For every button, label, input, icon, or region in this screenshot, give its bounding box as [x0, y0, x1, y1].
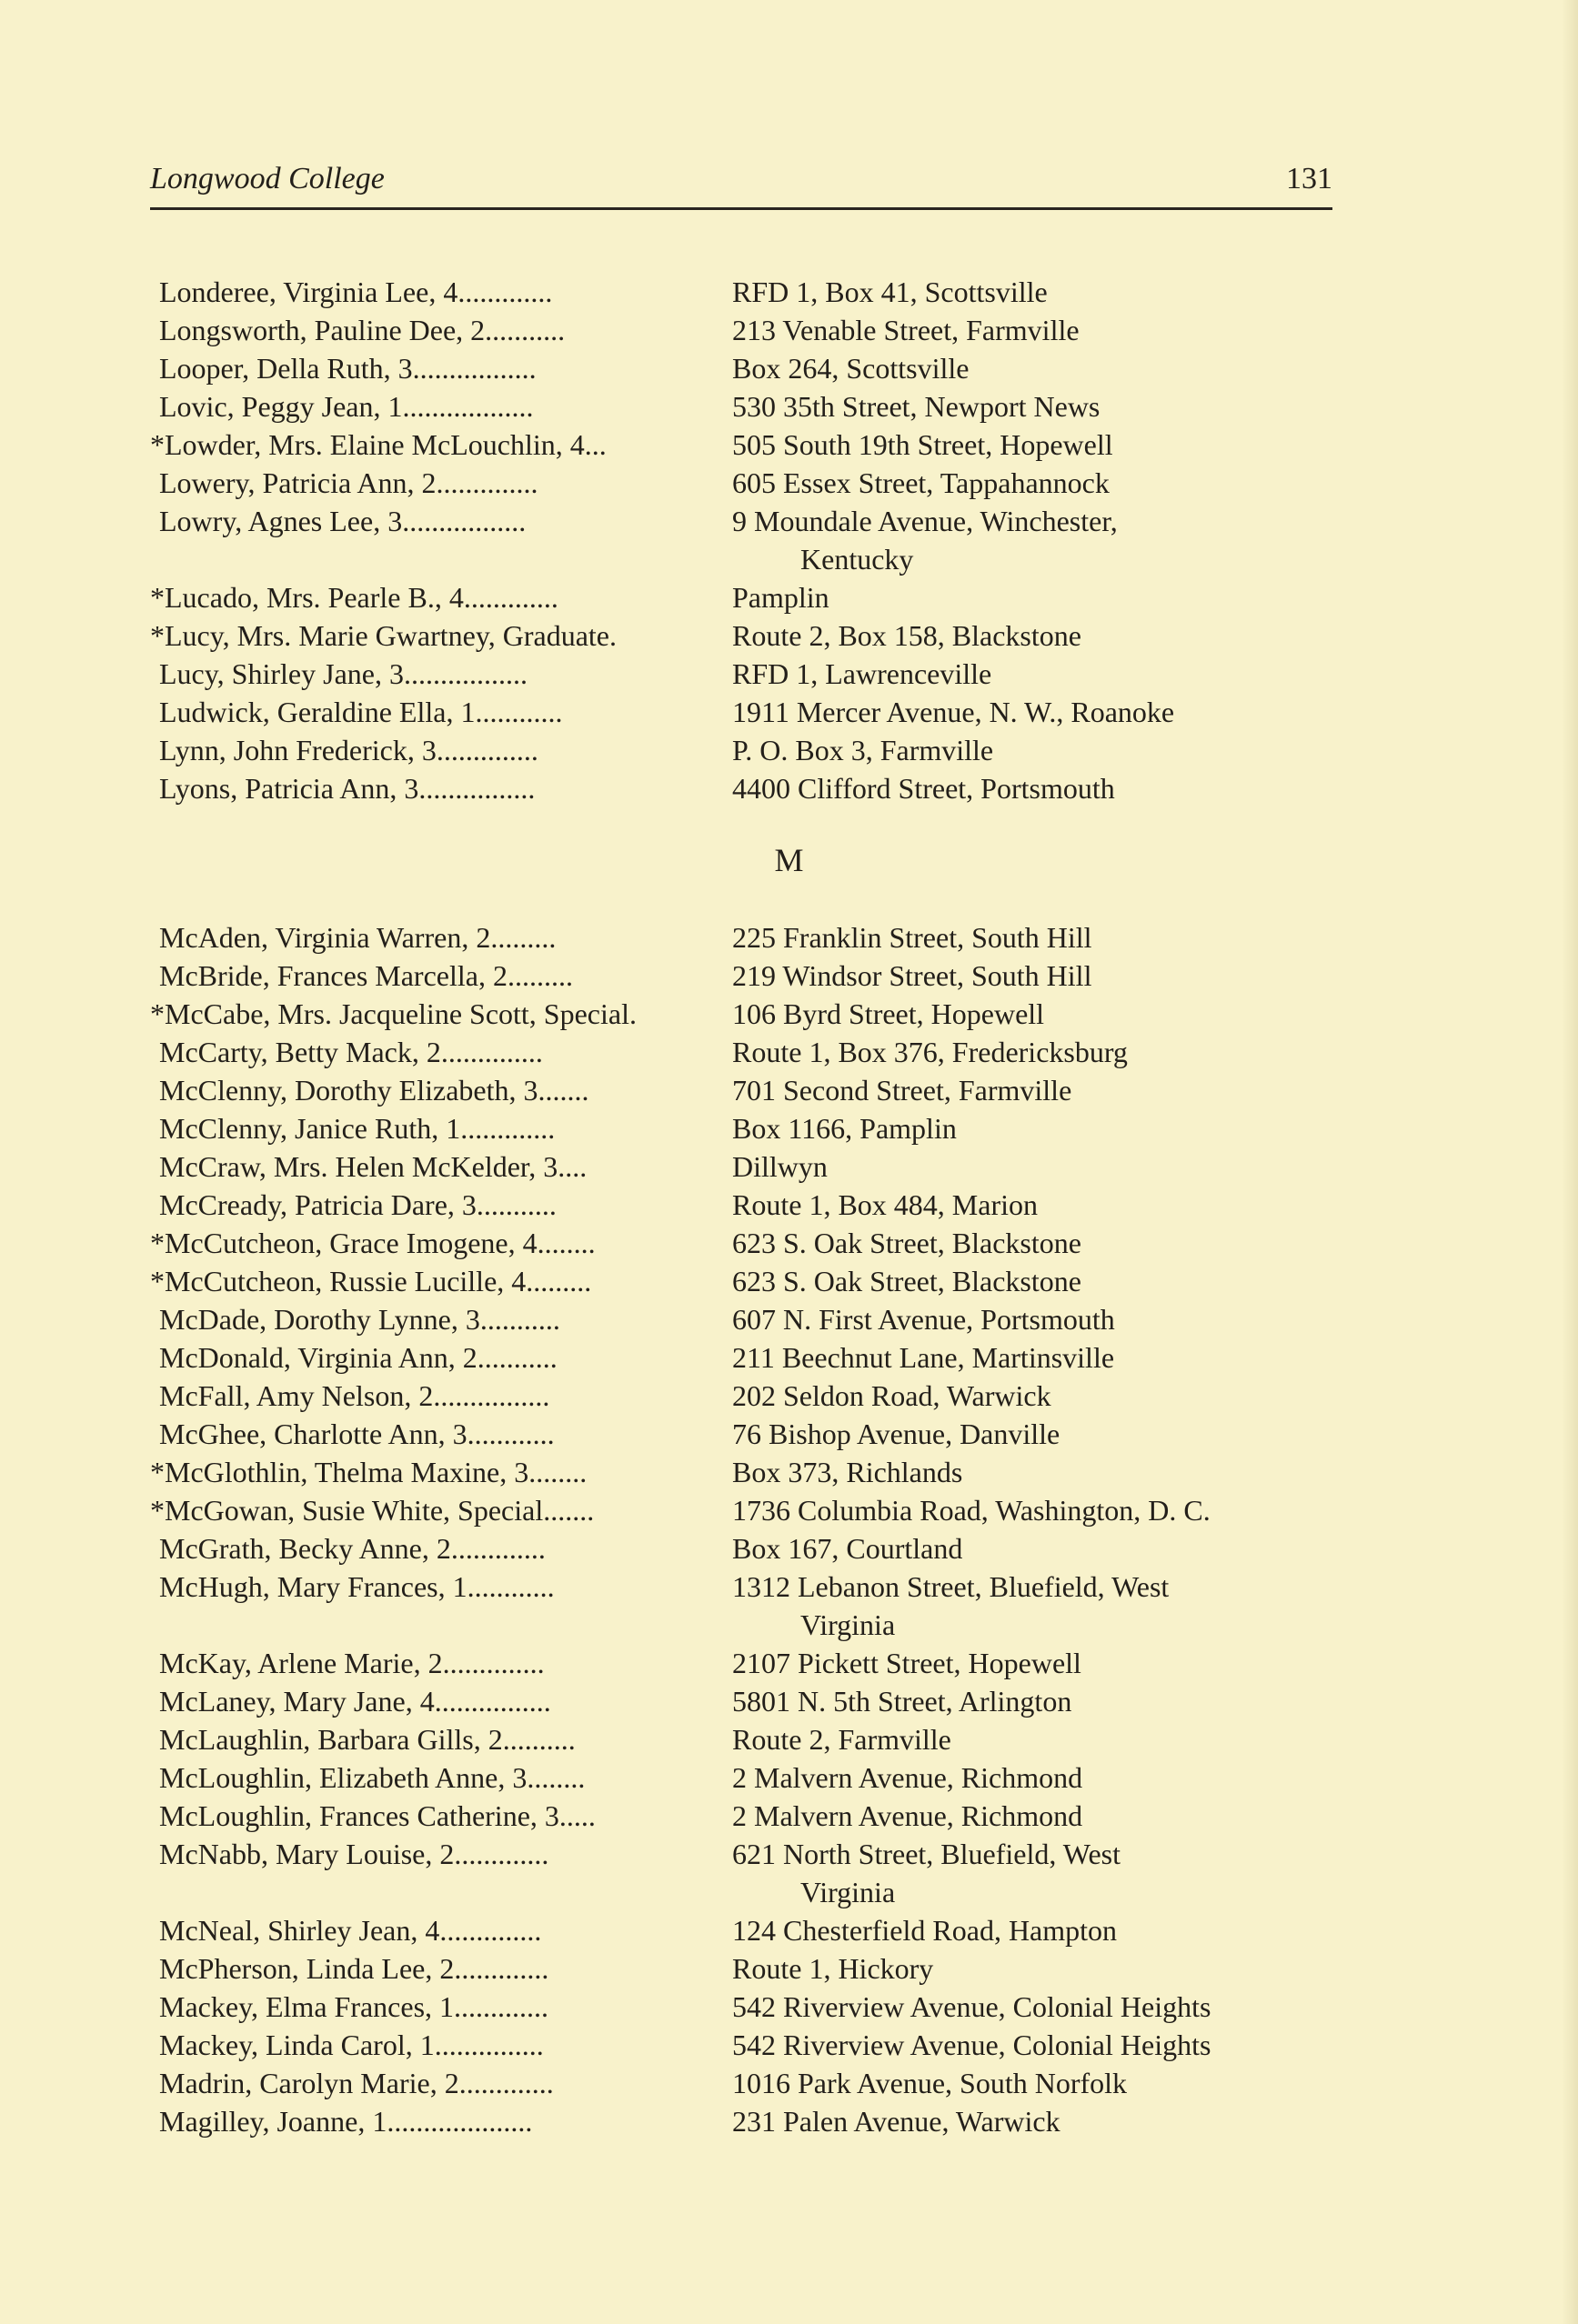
- student-name: *Lucy, Mrs. Marie Gwartney, Graduate.: [150, 619, 617, 652]
- student-name: McDade, Dorothy Lynne, 3...........: [159, 1303, 560, 1336]
- student-name: McDonald, Virginia Ann, 2...........: [159, 1341, 558, 1374]
- student-name: McClenny, Dorothy Elizabeth, 3.......: [159, 1074, 589, 1107]
- student-name: McLaney, Mary Jane, 4................: [159, 1685, 551, 1718]
- student-name: Madrin, Carolyn Marie, 2.............: [159, 2067, 554, 2099]
- student-name: McAden, Virginia Warren, 2.........: [159, 921, 557, 954]
- student-address: 5801 N. 5th Street, Arlington: [732, 1685, 1072, 1718]
- student-name: McHugh, Mary Frances, 1............: [159, 1570, 555, 1603]
- student-address: 76 Bishop Avenue, Danville: [732, 1417, 1060, 1450]
- student-name: McKay, Arlene Marie, 2..............: [159, 1647, 545, 1679]
- address-continuation: Virginia: [800, 1608, 896, 1641]
- student-name: Lucy, Shirley Jane, 3.................: [159, 657, 528, 690]
- student-name: *Lowder, Mrs. Elaine McLouchlin, 4...: [150, 428, 607, 461]
- student-address: 231 Palen Avenue, Warwick: [732, 2105, 1060, 2138]
- student-name: Mackey, Elma Frances, 1.............: [159, 1990, 549, 2023]
- student-address: 542 Riverview Avenue, Colonial Heights: [732, 1990, 1211, 2023]
- student-address: 202 Seldon Road, Warwick: [732, 1379, 1051, 1412]
- student-name: Longsworth, Pauline Dee, 2...........: [159, 314, 566, 346]
- student-address: 623 S. Oak Street, Blackstone: [732, 1227, 1081, 1259]
- student-name: Mackey, Linda Carol, 1...............: [159, 2028, 544, 2061]
- student-name: McBride, Frances Marcella, 2.........: [159, 959, 573, 992]
- student-name: McCraw, Mrs. Helen McKelder, 3....: [159, 1150, 588, 1183]
- student-name: McClenny, Janice Ruth, 1.............: [159, 1112, 556, 1145]
- student-address: 2 Malvern Avenue, Richmond: [732, 1799, 1083, 1832]
- student-name: *McCabe, Mrs. Jacqueline Scott, Special.: [150, 997, 637, 1030]
- student-name: *McCutcheon, Russie Lucille, 4.........: [150, 1265, 592, 1297]
- student-address: P. O. Box 3, Farmville: [732, 734, 994, 766]
- student-name: Looper, Della Ruth, 3.................: [159, 352, 537, 385]
- student-address: 106 Byrd Street, Hopewell: [732, 997, 1045, 1030]
- student-name: Magilley, Joanne, 1....................: [159, 2105, 533, 2138]
- page-edge: [1562, 0, 1578, 2324]
- student-address: 211 Beechnut Lane, Martinsville: [732, 1341, 1115, 1374]
- student-name: McLoughlin, Frances Catherine, 3.....: [159, 1799, 596, 1832]
- student-address: Box 264, Scottsville: [732, 352, 970, 385]
- student-name: Ludwick, Geraldine Ella, 1............: [159, 696, 563, 728]
- student-name: *McGlothlin, Thelma Maxine, 3........: [150, 1456, 588, 1488]
- student-address: 505 South 19th Street, Hopewell: [732, 428, 1113, 461]
- student-name: *McGowan, Susie White, Special.......: [150, 1494, 595, 1527]
- student-name: McPherson, Linda Lee, 2.............: [159, 1952, 549, 1985]
- student-address: 2107 Pickett Street, Hopewell: [732, 1647, 1081, 1679]
- student-address: 219 Windsor Street, South Hill: [732, 959, 1092, 992]
- student-address: 621 North Street, Bluefield, West: [732, 1838, 1121, 1870]
- student-address: 623 S. Oak Street, Blackstone: [732, 1265, 1081, 1297]
- student-address: 607 N. First Avenue, Portsmouth: [732, 1303, 1115, 1336]
- student-name: McFall, Amy Nelson, 2................: [159, 1379, 550, 1412]
- student-address: Dillwyn: [732, 1150, 828, 1183]
- student-address: 1736 Columbia Road, Washington, D. C.: [732, 1494, 1211, 1527]
- student-address: 530 35th Street, Newport News: [732, 390, 1101, 423]
- student-address: Box 373, Richlands: [732, 1456, 963, 1488]
- student-address: Route 1, Hickory: [732, 1952, 934, 1985]
- student-address: Route 1, Box 484, Marion: [732, 1188, 1038, 1221]
- student-name: Lowery, Patricia Ann, 2..............: [159, 466, 538, 499]
- student-address: RFD 1, Box 41, Scottsville: [732, 275, 1048, 308]
- running-title: Longwood College: [150, 162, 385, 195]
- page-header: [150, 162, 1332, 210]
- student-name: McNeal, Shirley Jean, 4..............: [159, 1914, 542, 1947]
- student-name: McCready, Patricia Dare, 3...........: [159, 1188, 557, 1221]
- student-address: 213 Venable Street, Farmville: [732, 314, 1080, 346]
- student-address: Route 2, Farmville: [732, 1723, 951, 1756]
- student-address: 1312 Lebanon Street, Bluefield, West: [732, 1570, 1170, 1603]
- student-address: Box 1166, Pamplin: [732, 1112, 957, 1145]
- address-continuation: Virginia: [800, 1876, 896, 1908]
- student-name: McNabb, Mary Louise, 2.............: [159, 1838, 549, 1870]
- student-address: Pamplin: [732, 581, 829, 614]
- student-address: 4400 Clifford Street, Portsmouth: [732, 772, 1115, 805]
- student-name: Lyons, Patricia Ann, 3................: [159, 772, 536, 805]
- student-address: Box 167, Courtland: [732, 1532, 963, 1565]
- student-name: McGrath, Becky Anne, 2.............: [159, 1532, 546, 1565]
- student-address: 225 Franklin Street, South Hill: [732, 921, 1092, 954]
- student-address: 605 Essex Street, Tappahannock: [732, 466, 1110, 499]
- student-address: 1911 Mercer Avenue, N. W., Roanoke: [732, 696, 1175, 728]
- student-name: McLaughlin, Barbara Gills, 2..........: [159, 1723, 576, 1756]
- student-address: Route 2, Box 158, Blackstone: [732, 619, 1081, 652]
- section-letter: M: [774, 842, 804, 878]
- student-name: Londeree, Virginia Lee, 4.............: [159, 275, 553, 308]
- student-address: 542 Riverview Avenue, Colonial Heights: [732, 2028, 1211, 2061]
- student-name: *McCutcheon, Grace Imogene, 4........: [150, 1227, 596, 1259]
- student-address: 1016 Park Avenue, South Norfolk: [732, 2067, 1128, 2099]
- student-name: McLoughlin, Elizabeth Anne, 3........: [159, 1761, 586, 1794]
- student-address: RFD 1, Lawrenceville: [732, 657, 992, 690]
- student-name: McGhee, Charlotte Ann, 3............: [159, 1417, 555, 1450]
- student-address: 701 Second Street, Farmville: [732, 1074, 1072, 1107]
- student-name: Lowry, Agnes Lee, 3.................: [159, 505, 527, 537]
- student-name: Lynn, John Frederick, 3..............: [159, 734, 538, 766]
- student-address: 124 Chesterfield Road, Hampton: [732, 1914, 1118, 1947]
- student-address: 9 Moundale Avenue, Winchester,: [732, 505, 1118, 537]
- student-name: *Lucado, Mrs. Pearle B., 4.............: [150, 581, 558, 614]
- student-name: McCarty, Betty Mack, 2..............: [159, 1036, 543, 1068]
- student-address: Route 1, Box 376, Fredericksburg: [732, 1036, 1128, 1068]
- student-address: 2 Malvern Avenue, Richmond: [732, 1761, 1083, 1794]
- student-name: Lovic, Peggy Jean, 1..................: [159, 390, 534, 423]
- page-number: 131: [1286, 162, 1332, 195]
- address-continuation: Kentucky: [800, 543, 914, 576]
